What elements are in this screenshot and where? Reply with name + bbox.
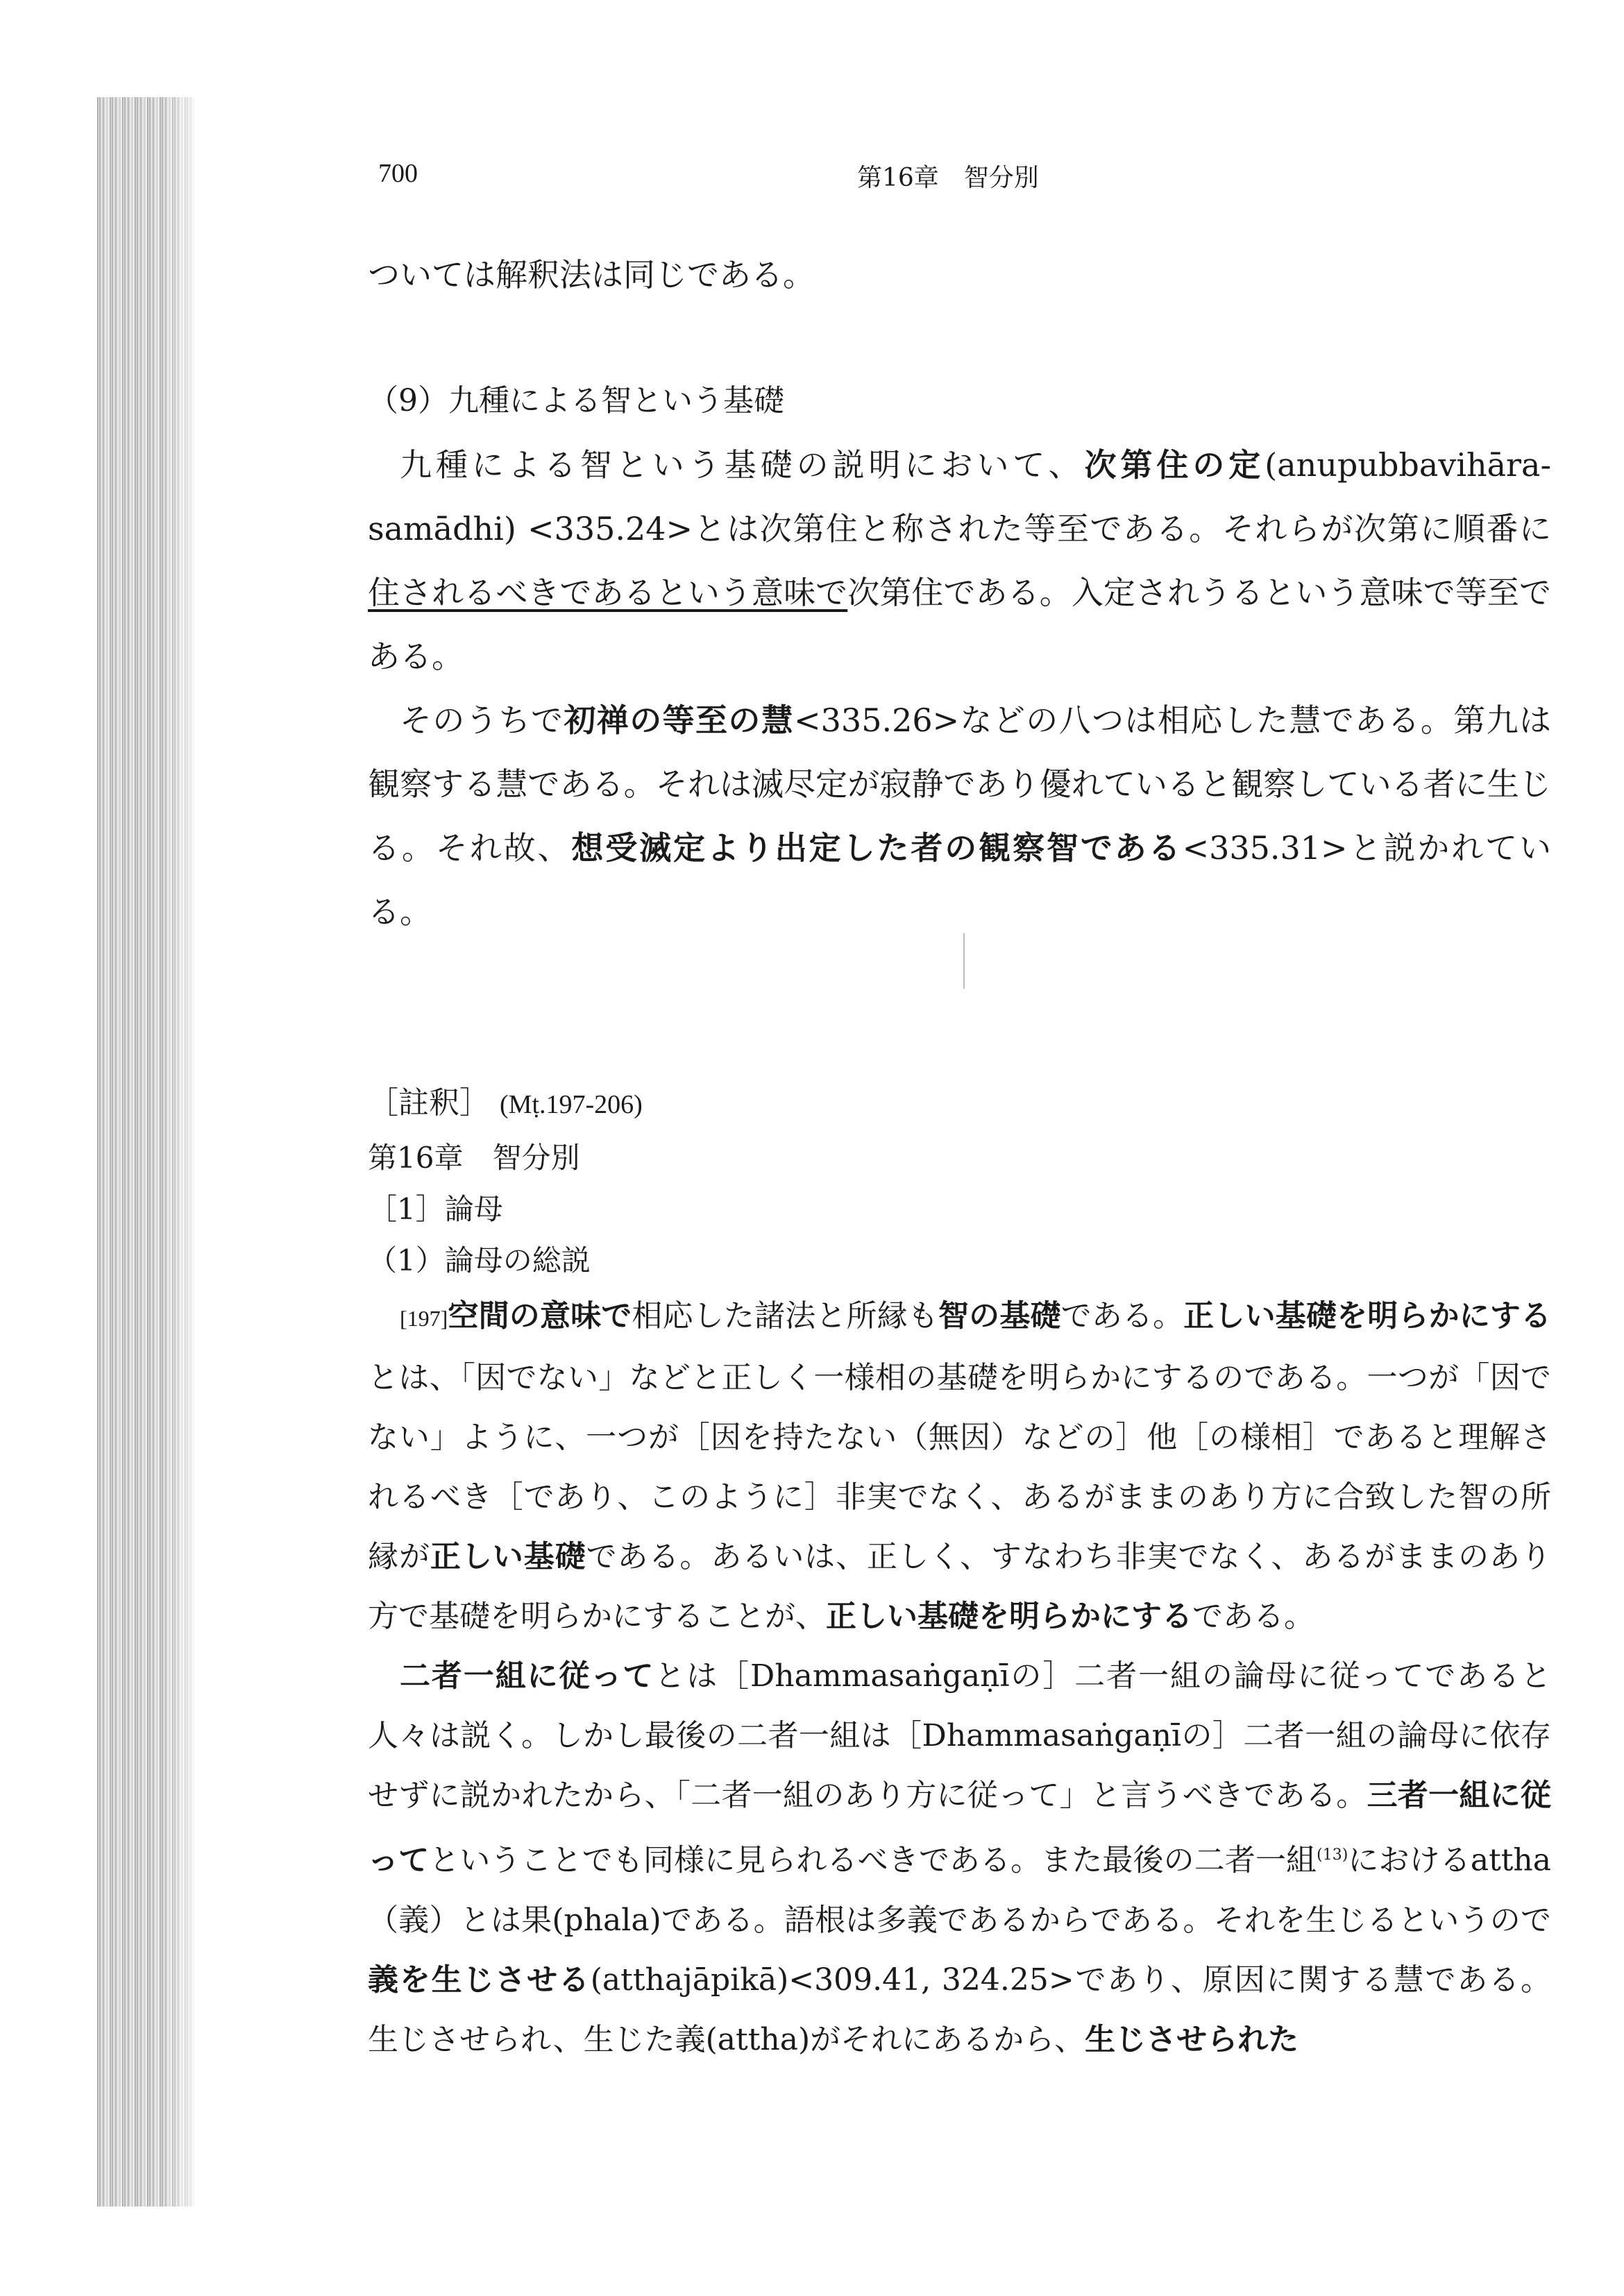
commentary-subheading-2: （1）論母の総説 [368,1243,591,1277]
bold-term: 初禅の等至の慧 [564,701,795,739]
section-9-paragraph-2: そのうちで初禅の等至の慧<335.26>などの八つは相応した慧である。第九は観察する慧である。それは滅尽定が寂静であり優れていると観察している者に生じる。それ故、想受滅定より出定した者の観察智である<335.31>と説かれている。 [368,701,1552,930]
commentary-paragraph-1: [197]空間の意味で相応した諸法と所縁も智の基礎である。正しい基礎を明らかにするとは、「因でない」などと正しく一様相の基礎を明らかにするのである。一つが「因でない」ように、一つが［因を持たない（無因）などの］他［の様相］であると理解されるべき［であり、このように］非実でなく、あるがままのあり方に合致した智の所縁が正しい基礎である。あるいは、正しく、すなわち非実でなく、あるがままのあり方で基礎を明らかにすることが、正しい基礎を明らかにするである。 [368,1298,1552,1634]
commentary-header: ［註釈］ (Mṭ.197-206) [368,1085,643,1121]
page-body [368,243,1551,2070]
bold-term: 次第住の定 [1084,446,1265,484]
commentary-reference: (Mṭ.197-206) [500,1090,643,1119]
commentary-paragraph-2: 二者一組に従ってとは［Dhammasaṅgaṇīの］二者一組の論母に従ってであると人々は説く。しかし最後の二者一組は［Dhammasaṅgaṇīの］二者一組の論母に依存せずに説かれたから、「二者一組のあり方に従って」と言うべきである。三者一組に従ってということでも同様に見られるべきである。また最後の二者一組$^{(13)}$におけるattha（義）とは果(phala)である。語根は多義であるからである。それを生じるというので義を生じさせる(atthajāpikā)<309.41, 324.25>であり、原因に関する慧である。生じさせられ、生じた義(attha)がそれにあるから、生じさせられた [368,1658,1552,2057]
commentary-subheading-1: ［1］論母 [368,1192,503,1226]
page-number: 700 [378,159,418,188]
commentary-chapter: 第16章 智分別 [368,1141,580,1175]
footnote-ref-13[interactable]: (13) [1317,1846,1348,1864]
underlined-phrase: 住されるべきであるという意味で [368,574,848,611]
section-9-paragraph-1: 九種による智という基礎の説明において、次第住の定(anupubbavihāra-samādhi) <335.24>とは次第住と称された等至である。それらが次第に順番に住されるべきであるという意味で次第住である。入定されうるという意味で等至である。 [368,446,1551,675]
continuation-paragraph: ついては解釈法は同じである。 [368,256,815,294]
paragraph-number: [197] [400,1306,448,1331]
running-title: 第16章 智分別 [857,164,1039,192]
section-heading-9: （9）九種による智という基礎 [368,383,784,418]
scan-binding-fade [163,97,205,2206]
commentary-section [368,1075,1551,2070]
bold-term: 想受滅定より出定した者の観察智である [571,829,1183,867]
